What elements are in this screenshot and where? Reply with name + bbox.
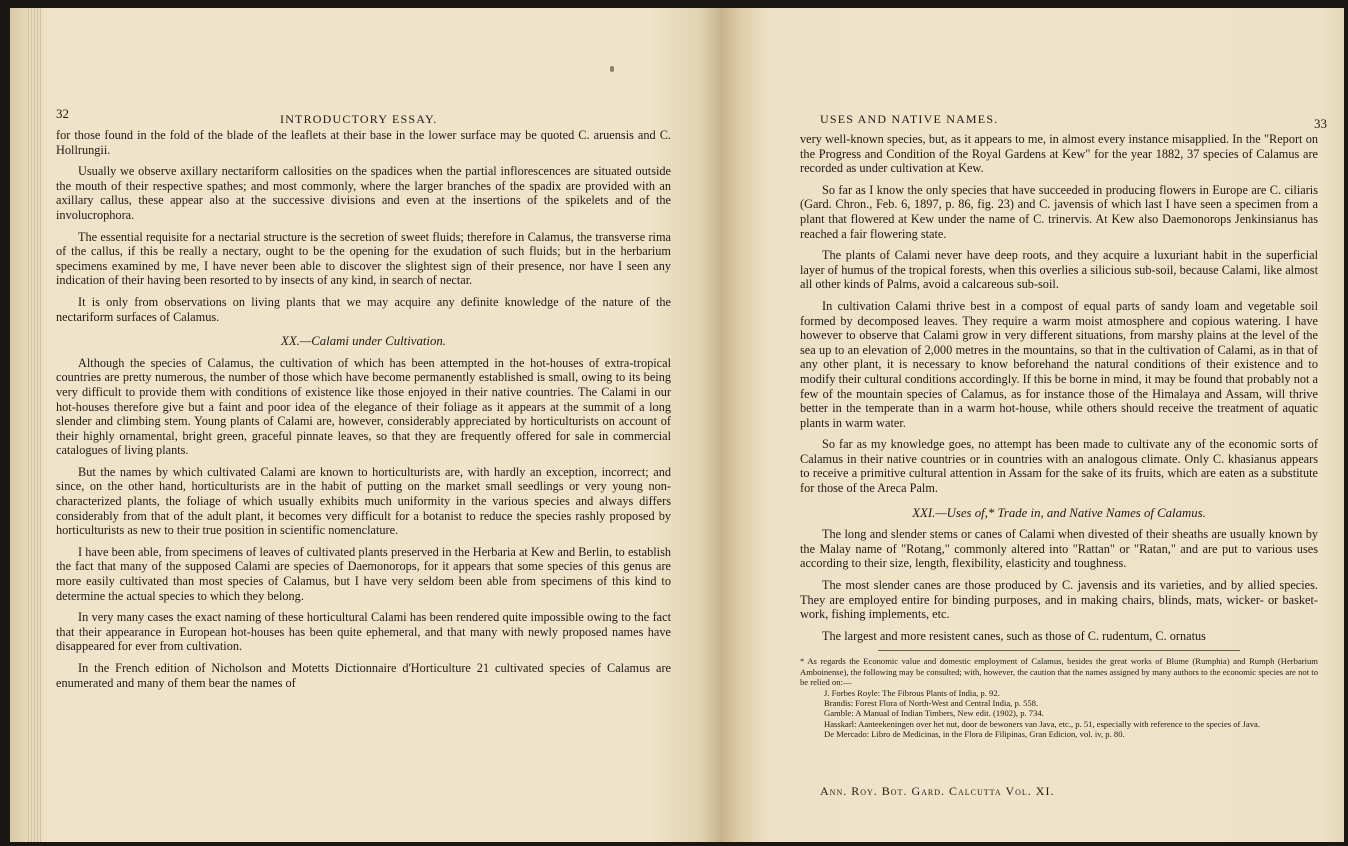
paper-blemish [610,66,614,72]
paragraph: In very many cases the exact naming of these horticultural Calami has been rendered quite impossible owing to the fact that their appearance in European hot-houses has been quite ephemeral, and that many with newly proposed names have disappeared for ever from cultivation. [56,610,671,654]
running-head: INTRODUCTORY ESSAY. [280,112,438,126]
paragraph: for those found in the fold of the blade of the leaflets at their base in the lower surface may be quoted C. aruensis and C. Hollrungii. [56,128,671,157]
paragraph: Although the species of Calamus, the cultivation of which has been attempted in the hot-houses of extra-tropical countries are pretty numerous, the number of those which have become permanently established is small, owing to its being very difficult to provide them with conditions of existence like those enjoyed in their native countries. The Calami in our hot-houses therefore give but a faint and poor idea of the elegance of their foliage as it appears at the summit of a long slender and climbing stem. Young plants of Calami are, however, considerably appreciated by horticulturists on account of their highly ornamental, bright green, graceful pinnate leaves, so that they are frequently offered for sale in commercial catalogues of living plants. [56,355,671,458]
section-heading: XX.—Calami under Cultivation. [281,334,446,349]
paragraph: It is only from observations on living plants that we may acquire any definite knowledge of the nature of the nectariform surfaces of Calamus. [56,294,671,324]
page-number: 33 [1314,116,1327,131]
paragraph: The plants of Calami never have deep roots, and they acquire a luxuriant habit in the superficial layer of humus of the tropical forests, when this overlies a silicious sub-soil, because Calami, like almost all other kinds of Palms, avoid a calcareous sub-soil. [800,248,1318,292]
footnote-rule [878,650,1241,651]
page-edges [28,8,42,842]
paragraph: In the French edition of Nicholson and Motetts Dictionnaire d'Horticulture 21 cultivated species of Calamus are enumerated and many of them bear the names of [56,661,671,690]
footnote: * As regards the Economic value and domestic employment of Calamus, besides the great works of Blume (Rumphia) and Rumph (Herbarium Amboinense), the following may be consulted; with, however, the caution that the names assigned by many authors to the economic species are not to be relied on:— [800,656,1318,688]
footnote-ref: J. Forbes Royle: The Fibrous Plants of India, p. 92. [824,687,1000,698]
paragraph: The essential requisite for a nectarial structure is the secretion of sweet fluids; therefore in Calamus, the transverse rima of the callus, if this be really a nectary, ought to be the opening for the exudation of such fluids; but in the herbarium specimens examined by me, I have never been able to discover the slightest sign of their presence, nor have I seen any indication of their having been resorted to by insects of any kind, in search of nectar. [56,229,671,288]
paragraph: very well-known species, but, as it appears to me, in almost every instance misapplied. In the "Report on the Progress and Condition of the Royal Gardens at Kew" for the year 1882, 37 species of Calamus are recorded as under cultivation at Kew. [800,132,1318,176]
footnote-ref: Hasskarl: Aanteekeningen over het nut, door de bewoners van Java, etc., p. 51, especially with reference to the species of Java. [824,718,1260,729]
footnote-ref: De Mercado: Libro de Medicinas, in the Flora de Filipinas, Gran Edicion, vol. iv, p. 80. [824,729,1125,740]
paragraph: So far as my knowledge goes, no attempt has been made to cultivate any of the economic sorts of Calamus in their native countries or in countries with an analogous climate. Only C. khasianus appears to receive a primitive cultural attention in Assam for the sake of its fruits, which are eaten as a substitute for those of the Areca Palm. [800,437,1318,496]
footnote-ref: Brandis: Forest Flora of North-West and Central India, p. 558. [824,698,1039,709]
left-body [56,128,671,697]
footnote-ref: Gamble: A Manual of Indian Timbers, New edit. (1902), p. 734. [824,708,1044,719]
paragraph: In cultivation Calami thrive best in a compost of equal parts of sandy loam and vegetable soil formed by decomposed leaves. They require a warm moist atmosphere and copious watering. I have however to observe that Calami grow in very different situations, from marshy plains at the level of the sea up to an elevation of 2,000 metres in the mountains, so that in the cultivation of Calami, as in that of any other plant, it is necessary to know beforehand the natural conditions of their existence and to modify their cultural conditions accordingly. If this be borne in mind, it may be found that probably not a few of the mountain species of Calamus, as for instance those of the Himalaya and Assam, will thrive better in the temperate than in a warm hot-house, while others should receive the treatment of aquatic plants in warm water. [800,298,1318,430]
right-page [720,8,1344,842]
paragraph: Usually we observe axillary nectariform callosities on the spadices when the partial inflorescences are situated outside the mouth of their respective spathes; and most commonly, where the larger branches of the spadix are provided with an axillary callus, these appear also at the successive divisions and even at the insertions of the spikelets and of the involucrophora. [56,164,671,222]
page-number: 32 [56,106,69,121]
footnotes [800,656,1318,739]
section-heading: XXI.—Uses of,* Trade in, and Native Names of Calamus. [912,505,1206,520]
paragraph: The most slender canes are those produced by C. javensis and its varieties, and by allied species. They are employed entire for binding purposes, and in making chairs, blinds, mats, wicker- or basket-work, fishing implements, etc. [800,578,1318,622]
paragraph: I have been able, from specimens of leaves of cultivated plants preserved in the Herbaria at Kew and Berlin, to establish the fact that many of the supposed Calami are species of Daemonorops, for it appears that some species of this genus are more easily cultivated than most species of Calamus, but I have very seldom been able from specimens of this kind to determine the actual species to which they belong. [56,544,671,603]
book-spread [10,8,1344,842]
right-body [800,132,1318,740]
paragraph: But the names by which cultivated Calami are known to horticulturists are, with hardly an exception, incorrect; and since, on the other hand, horticulturists are in the habit of putting on the market small seedlings or very young non-characterized plants, the foliage of which usually exhibits much uniformity in the various species and always differs considerably from that of the adult plant, it becomes very difficult for a botanist to reduce the species rashly proposed by horticulturists as new to their true position in scientific nomenclature. [56,464,671,538]
journal-footer: Ann. Roy. Bot. Gard. Calcutta Vol. XI. [820,784,1055,798]
paragraph: The largest and more resistent canes, such as those of C. rudentum, C. ornatus [822,628,1206,643]
left-page [10,8,720,842]
paragraph: The long and slender stems or canes of Calami when divested of their sheaths are usually known by the Malay name of "Rotang," commonly altered into "Rattan" or "Ratan," and are put to various uses according to their size, length, flexibility, elasticity and toughness. [800,527,1318,571]
running-head: USES AND NATIVE NAMES. [820,112,999,126]
paragraph: So far as I know the only species that have succeeded in producing flowers in Europe are C. ciliaris (Gard. Chron., Feb. 6, 1897, p. 86, fig. 23) and C. javensis of which last I have seen a specimen from a plant that flowered at Kew under the name of C. trinervis. At Kew also Daemonorops Jenkinsianus has reached a fair flowering state. [800,182,1318,241]
